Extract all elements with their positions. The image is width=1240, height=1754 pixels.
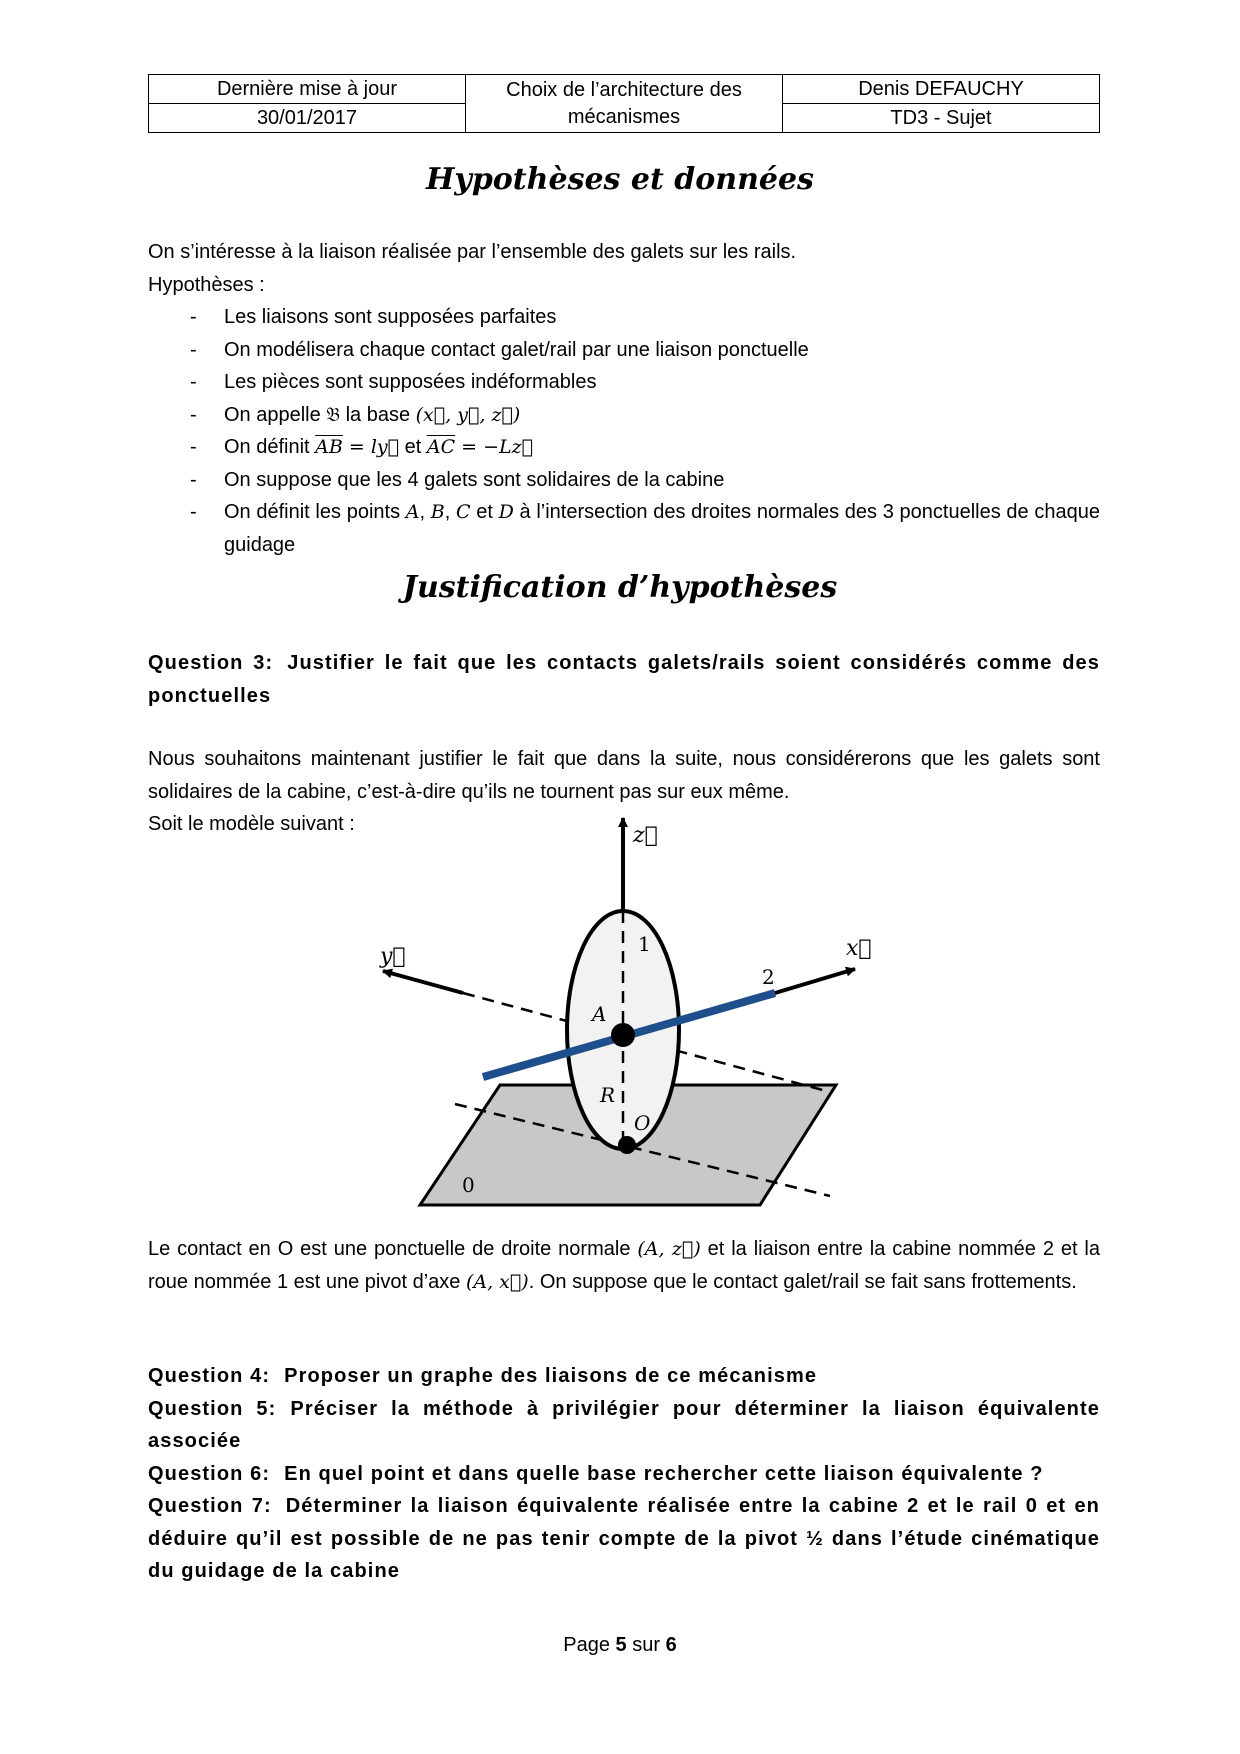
label-0: 0 — [462, 1173, 475, 1197]
label-o: O — [634, 1111, 651, 1135]
vector-ab: $\overline{AB}$ — [315, 436, 343, 458]
list-item-vectors: - On définit $\overline{AB}$ = ly⃗ et $\overline{AC}$ = −Lz⃗ — [148, 431, 1100, 464]
page-number: 5 — [615, 1634, 627, 1656]
question-number: Question 3: — [148, 652, 274, 674]
document-id: TD3 - Sujet — [783, 104, 1100, 133]
vector-ac: $\overline{AC}$ — [426, 436, 456, 458]
list-item: - Les liaisons sont supposées parfaites — [148, 301, 1100, 334]
hypotheses-label: Hypothèses : — [148, 273, 265, 296]
section-title-justification: Justification d’hypothèses — [402, 570, 838, 605]
author: Denis DEFAUCHY — [783, 75, 1100, 104]
question-5: Question 5: Préciser la méthode à privilégier pour déterminer la liaison équivalente associée — [148, 1397, 1100, 1452]
intro-text: On s’intéresse à la liaison réalisée par l’ensemble des galets sur les rails. — [148, 241, 797, 263]
questions-list — [148, 1360, 1100, 1588]
list-item: - On suppose que les 4 galets sont solidaires de la cabine — [148, 464, 1100, 497]
paragraph-intro-model: Nous souhaitons maintenant justifier le fait que dans la suite, nous considérerons que les galets sont solidaires de la cabine, c’est-à-dire qu’ils ne tournent pas sur eux même. — [148, 748, 1100, 803]
label-x: x⃗ — [846, 936, 872, 961]
y-axis-arrow — [383, 971, 463, 993]
page-footer: Page 5 sur 6 — [563, 1634, 677, 1656]
x-axis-arrow — [775, 969, 855, 993]
list-item: - Les pièces sont supposées indéformables — [148, 366, 1100, 399]
question-4: Question 4: Proposer un graphe des liaisons de ce mécanisme — [148, 1365, 818, 1387]
question-text: Justifier le fait que les contacts galets/rails soient considérés comme des ponctuelles — [148, 652, 1100, 707]
update-date: 30/01/2017 — [149, 104, 466, 133]
label-1: 1 — [638, 932, 651, 956]
section-title-hypotheses: Hypothèses et données — [426, 162, 814, 197]
model-label: Soit le modèle suivant : — [148, 813, 355, 835]
page-total: 6 — [665, 1634, 677, 1656]
base-vectors: (x⃗, y⃗, z⃗) — [415, 403, 521, 426]
last-update-label: Dernière mise à jour — [149, 75, 466, 104]
point-o — [618, 1136, 636, 1154]
contact-description: Le contact en O est une ponctuelle de droite normale (A, z⃗) et la liaison entre la cabine nommée 2 et la roue nommée 1 est une pivot d’axe (A, x⃗). On suppose que le contact galet/rail se fait sans frottements. — [148, 1238, 1100, 1293]
list-item: - On modélisera chaque contact galet/rail par une liaison ponctuelle — [148, 334, 1100, 367]
list-item-points: - On définit les points A, B, C et D à l’intersection des droites normales des 3 ponctuelles de chaque guidage — [148, 496, 1100, 561]
base-symbol: 𝔅 — [326, 403, 341, 426]
question-7: Question 7: Déterminer la liaison équivalente réalisée entre la cabine 2 et le rail 0 et en déduire qu’il est possible de ne pas tenir compte de la pivot ½ dans l’étude cinématique du guidage de la cabine — [148, 1495, 1100, 1582]
label-a: A — [592, 1002, 607, 1026]
list-item-base: - On appelle 𝔅 la base (x⃗, y⃗, z⃗) — [148, 399, 1100, 432]
course-title: Choix de l’architecture des mécanismes — [466, 75, 783, 133]
question-6: Question 6: En quel point et dans quelle base rechercher cette liaison équivalente ? — [148, 1462, 1044, 1485]
label-z: z⃗ — [633, 823, 658, 848]
label-y: y⃗ — [380, 944, 406, 969]
label-r: R — [600, 1083, 616, 1107]
label-2: 2 — [762, 965, 775, 989]
point-a — [611, 1023, 635, 1047]
